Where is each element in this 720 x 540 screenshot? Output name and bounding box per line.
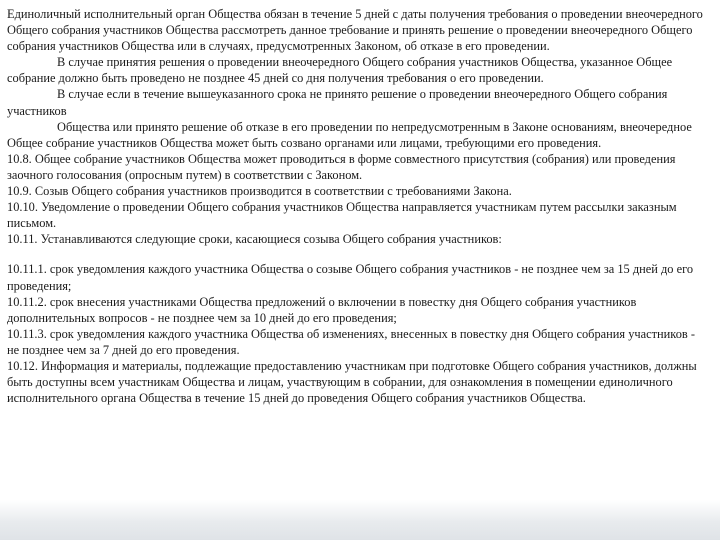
clause-10-11-1: 10.11.1. срок уведомления каждого участника Общества о созыве Общего собрания участников - не позднее чем за 15 дней до его проведения;: [7, 262, 694, 293]
document-text: [7, 6, 707, 406]
paragraph-decision-not-taken: В случае если в течение вышеуказанного срока не принято решение о проведении внеочередного Общего собрания участников: [7, 87, 668, 118]
clause-10-10: 10.10. Уведомление о проведении Общего собрания участников Общества направляется участникам путем рассылки заказным письмом.: [7, 200, 677, 231]
paragraph-decision-accepted: В случае принятия решения о проведении внеочередного Общего собрания участников Общества, указанное Общее собрание должно быть проведено не позднее 45 дней со дня получения требования о его проведении.: [7, 55, 673, 86]
paragraph-executive-body-obligation: Единоличный исполнительный орган Общества обязан в течение 5 дней с даты получения требования о проведении внеочередного Общего собрания участников Общества рассмотреть данное требование и принять решение о проведении внеочередного Общего собрания участников Общества или в случаях, предусмотренных Законом, об отказе в его проведении.: [7, 7, 703, 54]
clause-10-11-3: 10.11.3. срок уведомления каждого участника Общества об изменениях, внесенных в повестку дня Общего собрания участников - не позднее чем за 7 дней до его проведения.: [7, 326, 695, 357]
paragraph-refusal-grounds: Общества или принято решение об отказе в его проведении по непредусмотренным в Законе основаниям, внеочередное Общее собрание участников Общества может быть созвано органами или лицами, требующими его проведения.: [7, 119, 692, 150]
clause-10-11: 10.11. Устанавливаются следующие сроки, касающиеся созыва Общего собрания участников:: [7, 232, 502, 247]
clause-10-9: 10.9. Созыв Общего собрания участников производится в соответствии с требованиями Закона.: [7, 184, 512, 199]
clause-10-11-2: 10.11.2. срок внесения участниками Общества предложений о включении в повестку дня Общего собрания участников дополнительных вопросов - не позднее чем за 10 дней до его проведения;: [7, 294, 637, 325]
clause-10-8: 10.8. Общее собрание участников Общества может проводиться в форме совместного присутствия (собрания) или проведения заочного голосования (опросным путем) в соответствии с Законом.: [7, 151, 676, 182]
clause-10-12: 10.12. Информация и материалы, подлежащие предоставлению участникам при подготовке Общего собрания участников, должны быть доступны всем участникам Общества и лицам, участвующим в собрании, для ознакомления в помещении единоличного исполнительного органа Общества в течение 15 дней до проведения Общего собрания участников Общества.: [7, 358, 697, 406]
paragraph-spacer: [7, 247, 707, 261]
